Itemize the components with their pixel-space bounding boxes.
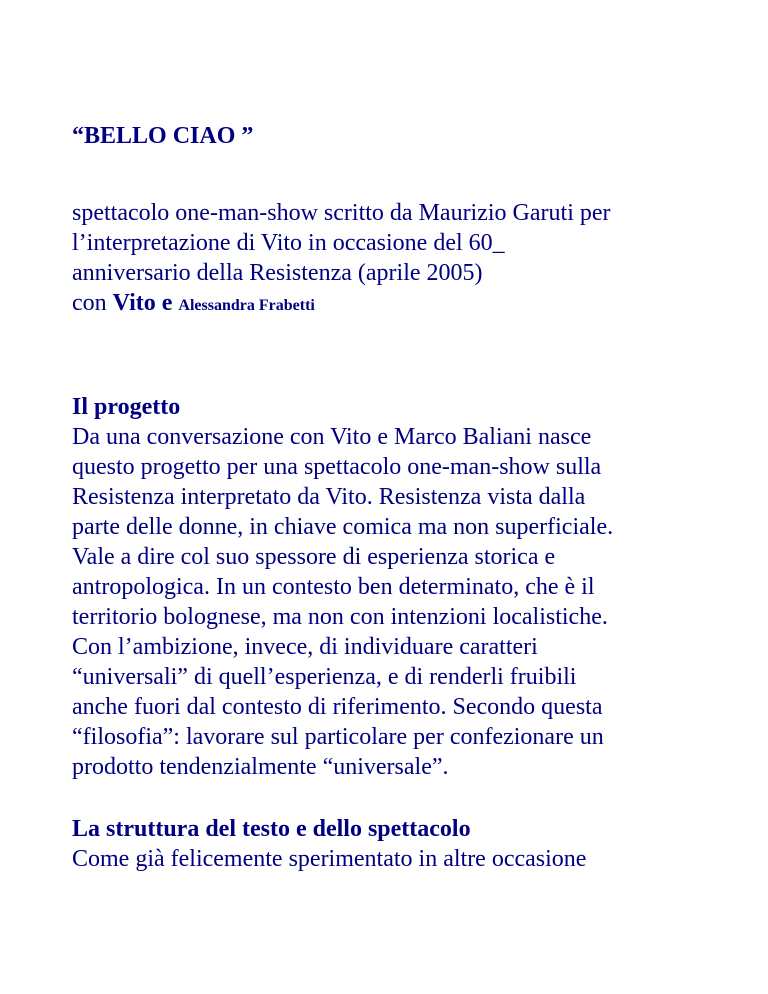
progetto-line: anche fuori dal contesto di riferimento. Secondo questa (72, 694, 603, 720)
progetto-section (72, 392, 752, 782)
progetto-line: Resistenza interpretato da Vito. Resistenza vista dalla (72, 484, 586, 510)
intro-line: l’interpretazione di Vito in occasione del 60_ (72, 230, 505, 256)
progetto-line: Da una conversazione con Vito e Marco Baliani nasce (72, 424, 592, 450)
credits-line (72, 288, 752, 321)
credits-name-frabetti: Alessandra Frabetti (178, 297, 315, 314)
intro-line: anniversario della Resistenza (aprile 2005) (72, 260, 483, 286)
progetto-line: Vale a dire col suo spessore di esperienza storica e (72, 544, 556, 570)
progetto-line: parte delle donne, in chiave comica ma non superficiale. (72, 514, 614, 540)
credits-name-vito: Vito (112, 290, 156, 316)
intro-line: spettacolo one-man-show scritto da Maurizio Garuti per (72, 200, 611, 226)
progetto-line: antropologica. In un contesto ben determinato, che è il (72, 574, 595, 600)
document-title: “BELLO CIAO ” (72, 123, 254, 149)
credits-prefix: con (72, 290, 113, 316)
progetto-heading: Il progetto (72, 394, 181, 420)
progetto-line: territorio bolognese, ma non con intenzioni localistiche. (72, 604, 608, 630)
credits-conjunction: e (155, 290, 179, 316)
struttura-heading: La struttura del testo e dello spettacolo (72, 816, 471, 842)
progetto-line: Con l’ambizione, invece, di individuare caratteri (72, 634, 538, 660)
progetto-line: “filosofia”: lavorare sul particolare per confezionare un (72, 724, 604, 750)
progetto-line: questo progetto per una spettacolo one-man-show sulla (72, 454, 602, 480)
struttura-line: Come già felicemente sperimentato in altre occasione (72, 846, 587, 872)
progetto-line: “universali” di quell’esperienza, e di renderli fruibili (72, 664, 577, 690)
intro-paragraph (72, 198, 752, 321)
struttura-section (72, 814, 752, 874)
progetto-line: prodotto tendenzialmente “universale”. (72, 754, 449, 780)
